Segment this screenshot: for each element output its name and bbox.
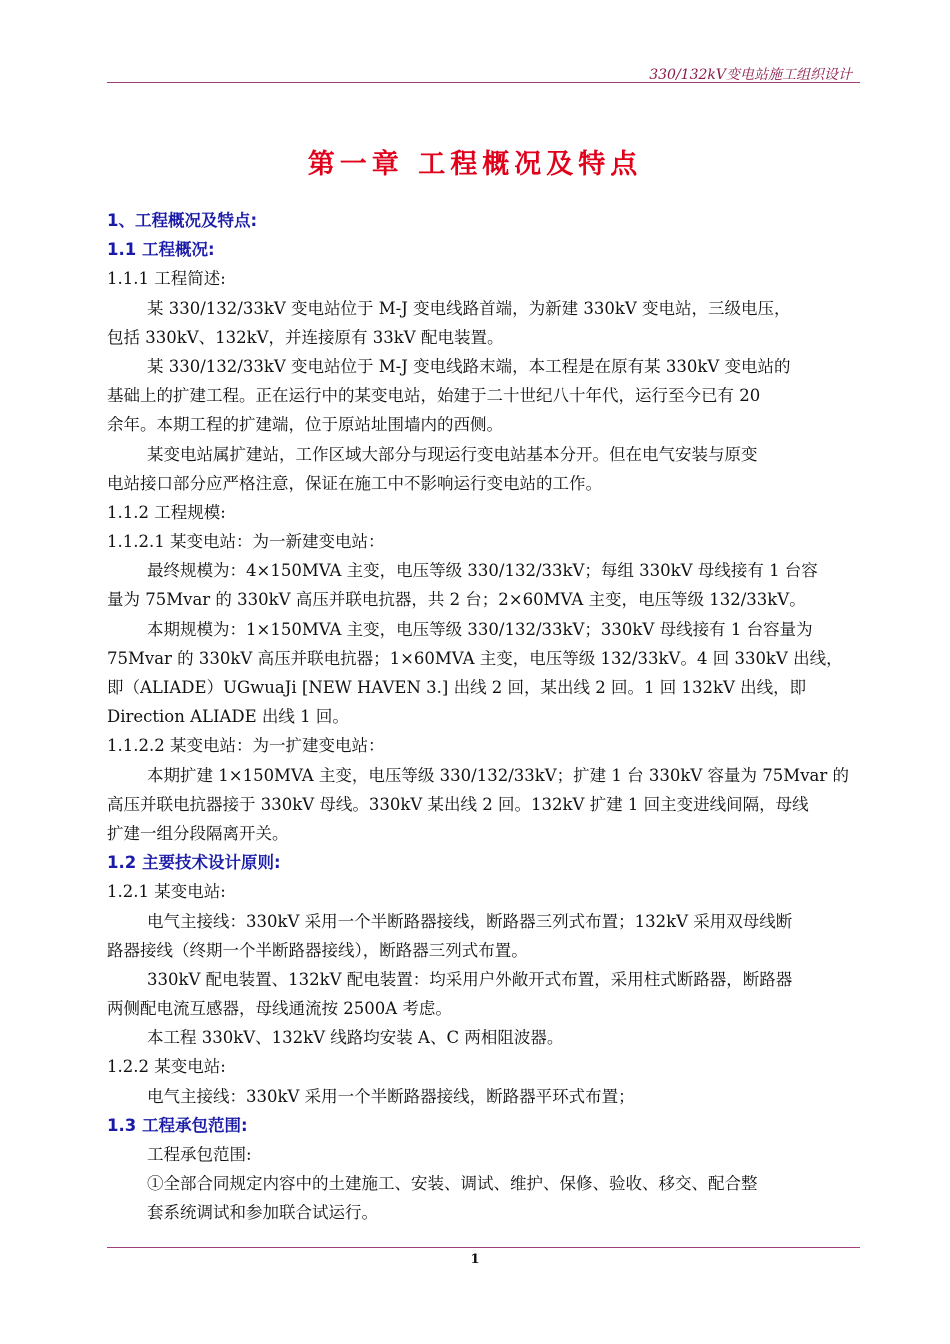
- text-line: 某变电站属扩建站，工作区域大部分与现运行变电站基本分开。但在电气安装与原变: [147, 444, 758, 464]
- text-line: 工程承包范围:: [147, 1145, 252, 1164]
- text-line: 1.1.2 工程规模:: [107, 502, 226, 522]
- running-header: 330/132kV变电站施工组织设计: [649, 67, 852, 83]
- header-rule: [107, 82, 860, 83]
- footer-rule: [107, 1247, 860, 1248]
- text-line: 包括 330kV、132kV，并连接原有 33kV 配电装置。: [107, 327, 504, 347]
- text-line: 量为 75Mvar 的 330kV 高压并联电抗器，共 2 台；2×60MVA 主变，电压等级 132/33kV。: [107, 590, 806, 610]
- page-number: 1: [470, 1252, 480, 1267]
- text-line: 1.1.2.2 某变电站：为一扩建变电站：: [107, 736, 385, 756]
- text-line: 电气主接线：330kV 采用一个半断路器接线，断路器三列式布置；132kV 采用双母线断: [147, 911, 793, 931]
- text-line: 某 330/132/33kV 变电站位于 M-J 变电线路首端，为新建 330kV 变电站，三级电压，: [147, 298, 791, 318]
- text-line: 电站接口部分应严格注意，保证在施工中不影响运行变电站的工作。: [107, 473, 602, 493]
- body-text: [107, 206, 861, 1228]
- text-line: 本期规模为：1×150MVA 主变，电压等级 330/132/33kV；330kV 母线接有 1 台容量为: [147, 619, 813, 639]
- chapter-title: 第一章 工程概况及特点: [307, 149, 643, 180]
- text-line: 1.1.2.1 某变电站：为一新建变电站：: [107, 532, 385, 552]
- text-line: 基础上的扩建工程。正在运行中的某变电站，始建于二十世纪八十年代，运行至今已有 20: [107, 386, 761, 406]
- section-heading: 1.2 主要技术设计原则:: [107, 853, 281, 873]
- section-heading: 1.1 工程概况:: [107, 240, 215, 260]
- text-line: 1.2.1 某变电站:: [107, 882, 226, 902]
- text-line: 75Mvar 的 330kV 高压并联电抗器；1×60MVA 主变，电压等级 132/33kV。4 回 330kV 出线，: [107, 648, 843, 668]
- text-line: 330kV 配电装置、132kV 配电装置：均采用户外敞开式布置，采用柱式断路器，断路器: [147, 969, 793, 989]
- text-line: 即（ALIADE）UGwuaJi [NEW HAVEN 3.] 出线 2 回，某出线 2 回。1 回 132kV 出线，即: [107, 678, 807, 697]
- text-line: 本期扩建 1×150MVA 主变，电压等级 330/132/33kV；扩建 1 台 330kV 容量为 75Mvar 的: [147, 765, 849, 785]
- text-line: 最终规模为：4×150MVA 主变，电压等级 330/132/33kV；每组 330kV 母线接有 1 台容: [147, 561, 818, 581]
- text-line: 某 330/132/33kV 变电站位于 M-J 变电线路末端，本工程是在原有某 330kV 变电站的: [147, 356, 791, 376]
- text-line: 扩建一组分段隔离开关。: [107, 823, 289, 843]
- section-heading: 1、工程概况及特点:: [107, 211, 258, 230]
- text-line: 1.2.2 某变电站:: [107, 1057, 226, 1077]
- text-line: Direction ALIADE 出线 1 回。: [107, 707, 349, 727]
- text-line: 1.1.1 工程简述:: [107, 269, 226, 289]
- text-line: 电气主接线：330kV 采用一个半断路器接线，断路器平环式布置；: [147, 1086, 635, 1106]
- text-line: ①全部合同规定内容中的土建施工、安装、调试、维护、保修、验收、移交、配合整: [147, 1174, 758, 1194]
- text-line: 路器接线（终期一个半断路器接线），断路器三列式布置。: [107, 940, 528, 960]
- text-line: 两侧配电流互感器，母线通流按 2500A 考虑。: [107, 999, 452, 1019]
- text-line: 本工程 330kV、132kV 线路均安装 A、C 两相阻波器。: [147, 1028, 564, 1048]
- text-line: 余年。本期工程的扩建端，位于原站址围墙内的西侧。: [107, 415, 503, 435]
- text-line: 套系统调试和参加联合试运行。: [147, 1203, 378, 1223]
- section-heading: 1.3 工程承包范围:: [107, 1115, 248, 1135]
- text-line: 高压并联电抗器接于 330kV 母线。330kV 某出线 2 回。132kV 扩建 1 回主变进线间隔，母线: [107, 794, 809, 814]
